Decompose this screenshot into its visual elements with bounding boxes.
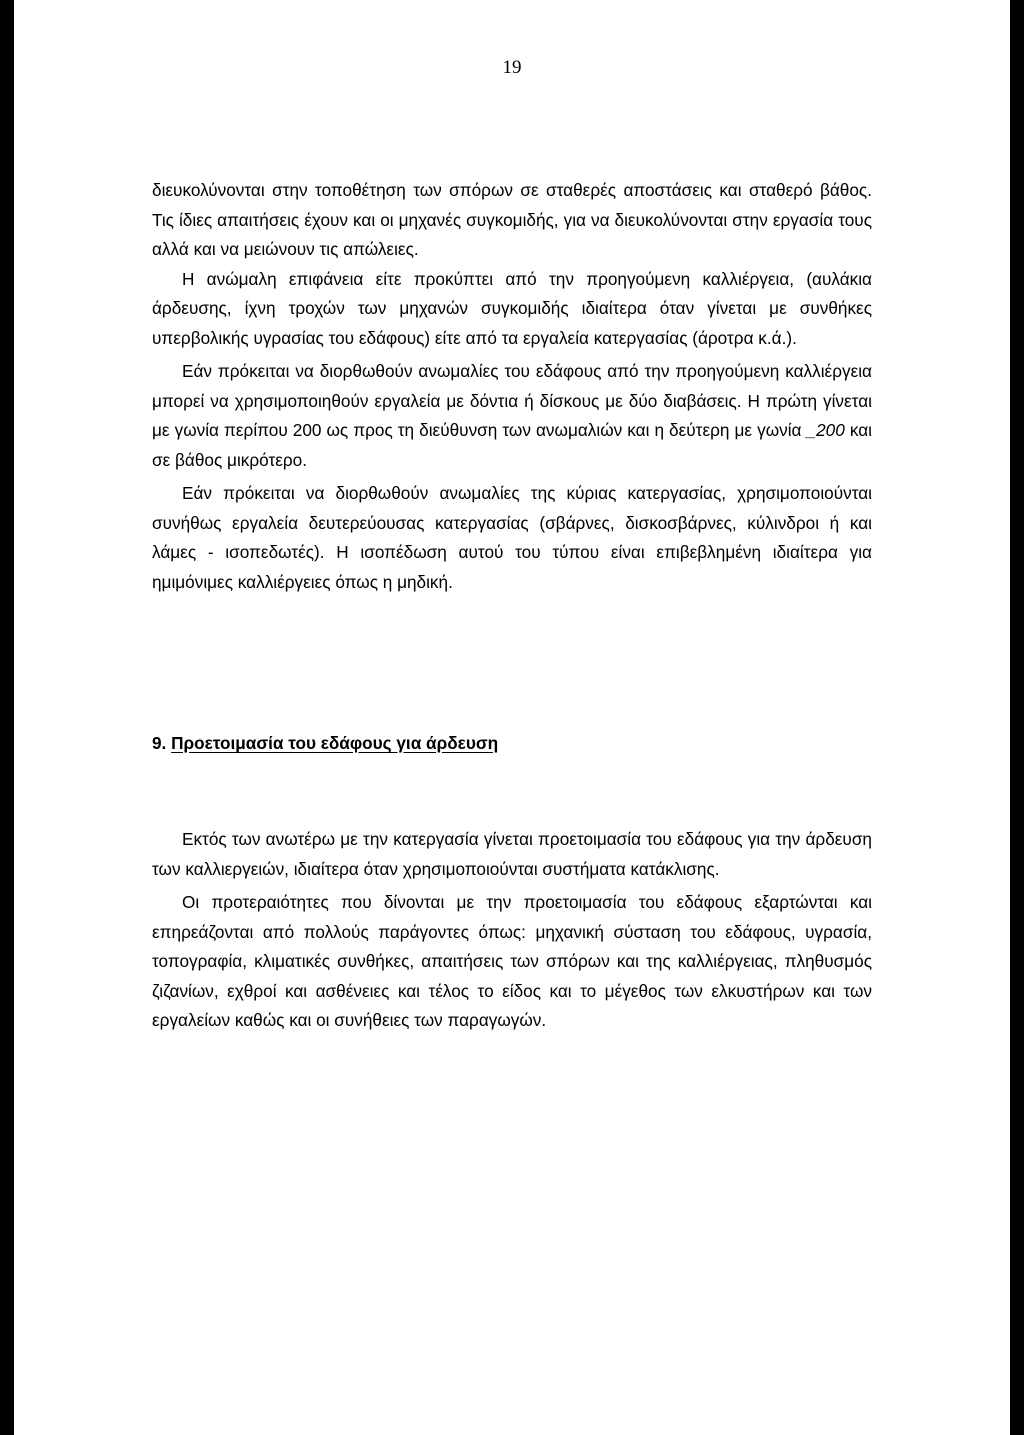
body-text-bottom [152,825,872,1036]
scan-border-right [1010,0,1024,1435]
section-title: Προετοιμασία του εδάφους για άρδευση [171,733,499,753]
paragraph-main-tillage-correction: Εάν πρόκειται να διορθωθούν ανωμαλίες της κύριας κατεργασίας, χρησιμοποιούνται συνήθως εργαλεία δευτερεύουσας κατεργασίας (σβάρνες, δισκοσβάρνες, κύλινδροι ή και λάμες - ισοπεδωτές). Η ισοπέδωση αυτού του τύπου είναι επιβεβλημένη ιδιαίτερα για ημιμόνιμες καλλιέργειες όπως η μηδική. [152,483,872,592]
angle-value: _200 [806,420,845,440]
paragraph-continuation: διευκολύνονται στην τοποθέτηση των σπόρων σε σταθερές αποστάσεις και σταθερό βάθος. Τις ίδιες απαιτήσεις έχουν και οι μηχανές συγκομιδής, για να διευκολύνονται στην εργασία τους αλλά και να μειώνουν τις απώλειες. [152,180,872,259]
paragraph-text-end: και σε βάθος μικρότερο. [152,420,872,470]
paragraph-irrigation-preparation: Εκτός των ανωτέρω με την κατεργασία γίνεται προετοιμασία του εδάφους για την άρδευση των καλλιεργειών, ιδιαίτερα όταν χρησιμοποιούνται συστήματα κατάκλισης. [152,829,872,879]
section-heading [152,733,498,754]
page-number: 19 [502,57,522,78]
paragraph-priorities: Οι προτεραιότητες που δίνονται με την προετοιμασία του εδάφους εξαρτώνται και επηρεάζονται από πολλούς παράγοντες όπως: μηχανική σύσταση του εδάφους, υγρασία, τοπογραφία, κλιματικές συνθήκες, απαιτήσεις των σπόρων και της καλλιέργειας, πληθυσμός ζιζανίων, εχθροί και ασθένειες και τέλος το είδος και το μέγεθος των ελκυστήρων και των εργαλείων καθώς και οι συνήθειες των παραγωγών. [152,892,872,1030]
body-text-top [152,176,872,597]
scan-border-left [0,0,14,1435]
paragraph-text-start: Εάν πρόκειται να διορθωθούν ανωμαλίες του εδάφους από την προηγούμενη καλλιέργεια μπορεί να χρησιμοποιηθούν εργαλεία με δόντια ή δίσκους με δύο διαβάσεις. Η πρώτη γίνεται με γωνία περίπου 200 ως προς τη διεύθυνση των ανωμαλιών και η δεύτερη με γωνία [152,361,872,440]
paragraph-uneven-surface: Η ανώμαλη επιφάνεια είτε προκύπτει από την προηγούμενη καλλιέργεια, (αυλάκια άρδευσης, ίχνη τροχών των μηχανών συγκομιδής ιδιαίτερα όταν γίνεται με συνθήκες υπερβολικής υγρασίας του εδάφους) είτε από τα εργαλεία κατεργασίας (άροτρα κ.ά.). [152,268,872,348]
section-number: 9. [152,733,167,753]
paragraph-previous-crop-correction [152,357,872,475]
